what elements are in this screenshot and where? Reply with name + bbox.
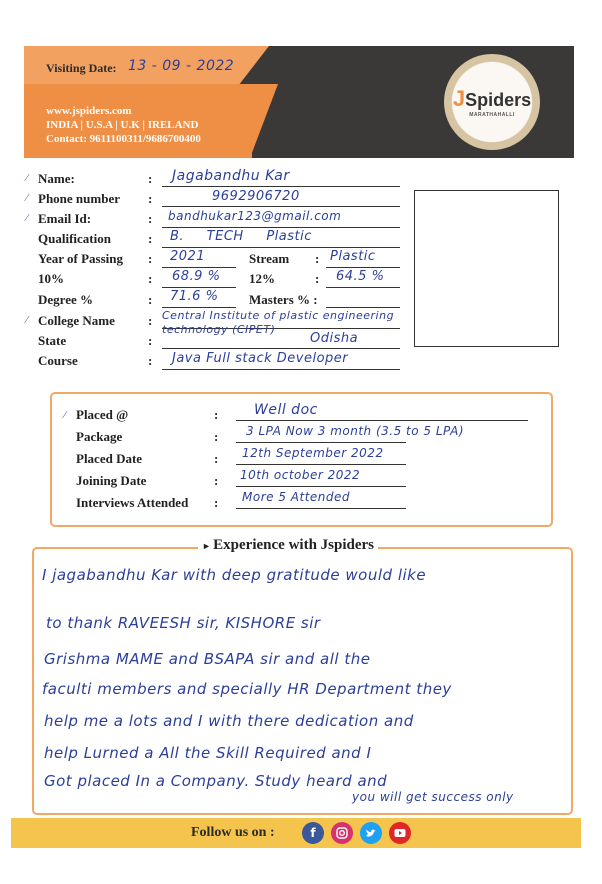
placed-date-value: 12th September 2022 [242, 446, 384, 460]
course-label: Course [38, 353, 78, 368]
visiting-date-label: Visiting Date: [46, 61, 117, 75]
name-label: Name: [38, 171, 75, 186]
qualification-line [162, 247, 400, 248]
email-value: bandhukar123@gmail.com [168, 209, 342, 223]
instagram-icon[interactable] [331, 822, 353, 844]
experience-line: I jagabandhu Kar with deep gratitude would like [42, 566, 427, 584]
masters-label: Masters % : [249, 292, 318, 307]
logo-seal [452, 62, 532, 142]
stream-line [326, 267, 400, 268]
placed-at-value: Well doc [254, 402, 318, 418]
tick-mark: ⁄ [26, 315, 28, 326]
experience-line: to thank RAVEESH sir, KISHORE sir [46, 614, 321, 632]
package-label: Package [76, 429, 123, 444]
year-line [162, 267, 236, 268]
colon: : [148, 231, 153, 246]
email-label: Email Id: [38, 211, 92, 226]
colon: : [148, 211, 153, 226]
interviews-line [236, 508, 406, 509]
degree-label: Degree % [38, 292, 93, 307]
contact-info [46, 104, 201, 146]
colon: : [148, 313, 153, 328]
tick-mark: ⁄ [26, 173, 28, 184]
stream-value: Plastic [330, 249, 376, 264]
name-line [162, 186, 400, 187]
placed-date-line [236, 464, 406, 465]
twelfth-value: 64.5 % [336, 269, 385, 284]
colon: : [148, 171, 153, 186]
phone-value: 9692906720 [212, 189, 300, 204]
youtube-icon[interactable] [389, 822, 411, 844]
year-value: 2021 [170, 249, 206, 264]
package-line [236, 442, 406, 443]
experience-line: Grishma MAME and BSAPA sir and all the [44, 650, 371, 668]
year-label: Year of Passing [38, 251, 123, 266]
experience-line: help Lurned a All the Skill Required and I [44, 744, 372, 762]
placed-date-label: Placed Date [76, 451, 143, 466]
logo-wordmark [453, 86, 531, 112]
colon: : [148, 271, 153, 286]
footer-bar [11, 818, 581, 848]
course-value: Java Full stack Developer [172, 351, 349, 366]
phone-label: Phone number [38, 191, 120, 206]
email-line [162, 227, 400, 228]
degree-line [162, 307, 236, 308]
countries-text: INDIA | U.S.A | U.K | IRELAND [46, 119, 199, 131]
course-line [162, 369, 400, 370]
college-label: College Name [38, 313, 115, 328]
photo-box [414, 190, 559, 347]
colon: : [148, 353, 153, 368]
colon: : [214, 407, 219, 422]
qualification-label: Qualification [38, 231, 111, 246]
experience-line: faculti members and specially HR Department they [42, 680, 452, 698]
tenth-label: 10% [38, 271, 64, 286]
colon: : [315, 251, 320, 266]
tenth-line [162, 287, 236, 288]
facebook-icon[interactable]: f [302, 822, 324, 844]
tick-mark: ⁄ [26, 213, 28, 224]
joining-date-value: 10th october 2022 [240, 468, 361, 482]
website-text: www.jspiders.com [46, 105, 132, 117]
interviews-label: Interviews Attended [76, 495, 189, 510]
college-value-line2: technology (CIPET) [162, 323, 276, 336]
masters-line [326, 307, 400, 308]
colon: : [214, 473, 219, 488]
visiting-date-value: 13 - 09 - 2022 [128, 58, 235, 74]
college-value-line1: Central Institute of plastic engineering [162, 309, 395, 322]
colon: : [214, 429, 219, 444]
experience-title: ► Experience with Jspiders [198, 537, 378, 554]
experience-title-text: Experience with Jspiders [213, 537, 374, 553]
logo-name: Spiders [465, 90, 532, 110]
state-line [162, 348, 400, 349]
colon: : [315, 271, 320, 286]
package-value: 3 LPA Now 3 month (3.5 to 5 LPA) [246, 424, 465, 438]
joining-date-line [236, 486, 406, 487]
state-label: State [38, 333, 67, 348]
logo-initial: J [452, 86, 466, 111]
contact-text: Contact: 9611100311/9686700400 [46, 133, 201, 145]
degree-value: 71.6 % [170, 289, 219, 304]
tenth-value: 68.9 % [172, 269, 221, 284]
tick-mark: ⁄ [64, 410, 66, 421]
state-value: Odisha [310, 331, 359, 346]
joining-date-label: Joining Date [76, 473, 147, 488]
tick-mark: ⁄ [26, 193, 28, 204]
placed-at-line [236, 420, 528, 421]
twitter-icon[interactable] [360, 822, 382, 844]
colon: : [148, 251, 153, 266]
experience-line: Got placed In a Company. Study heard and [44, 772, 388, 790]
phone-line [162, 206, 400, 207]
colon: : [214, 495, 219, 510]
twelfth-line [326, 287, 400, 288]
colon: : [148, 191, 153, 206]
placed-at-label: Placed @ [76, 407, 129, 422]
follow-us-label: Follow us on : [191, 825, 275, 840]
colon: : [214, 451, 219, 466]
colon: : [148, 292, 153, 307]
experience-line: you will get success only [352, 790, 514, 804]
name-value: Jagabandhu Kar [172, 168, 290, 184]
twelfth-label: 12% [249, 271, 275, 286]
experience-line: help me a lots and I with there dedication and [44, 712, 414, 730]
qualification-value: B. TECH Plastic [170, 229, 312, 244]
stream-label: Stream [249, 251, 290, 266]
jspiders-logo [444, 54, 540, 150]
colon: : [148, 333, 153, 348]
logo-location: MARATHAHALLI [469, 112, 515, 118]
interviews-value: More 5 Attended [242, 490, 350, 504]
header-banner [24, 46, 574, 158]
